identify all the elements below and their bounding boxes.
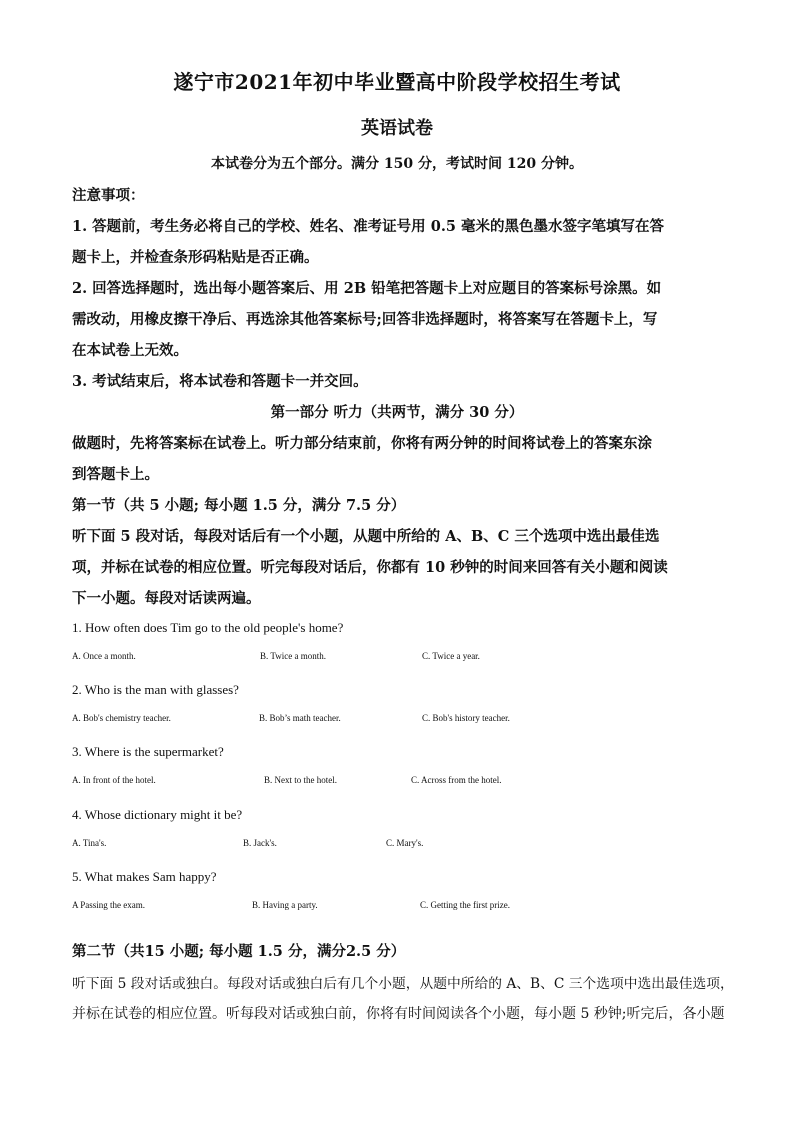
part1-intro-line-2: 到答题卡上。 xyxy=(72,466,159,483)
question-2: 2. Who is the man with glasses? xyxy=(72,682,239,697)
option-b: B. Having a party. xyxy=(252,900,318,910)
option-b: B. Jack's. xyxy=(243,838,277,848)
exam-subtitle: 英语试卷 xyxy=(361,118,433,139)
option-a: A. Bob's chemistry teacher. xyxy=(72,713,171,723)
option-c: C. Bob's history teacher. xyxy=(422,713,510,723)
section1-instructions-line-3: 下一小题。每段对话读两遍。 xyxy=(72,590,261,607)
section2-instructions-line-2: 并标在试卷的相应位置。听每段对话或独白前，你将有时间阅读各个小题，每小题 5 秒钟;听完后，各小题 xyxy=(72,1006,725,1022)
section1-heading: 第一节（共 5 小题; 每小题 1.5 分，满分 7.5 分） xyxy=(72,497,406,514)
option-b: B. Bob’s math teacher. xyxy=(259,713,341,723)
option-b: B. Twice a month. xyxy=(260,651,326,661)
section2-heading: 第二节（共15 小题; 每小题 1.5 分，满分2.5 分） xyxy=(72,943,406,960)
notice-item-2-line-3: 在本试卷上无效。 xyxy=(72,342,188,359)
section2-instructions-line-1: 听下面 5 段对话或独白。每段对话或独白后有几个小题，从题中所给的 A、B、C 三个选项中选出最佳选项， xyxy=(72,976,734,992)
option-a: A. In front of the hotel. xyxy=(72,775,156,785)
notice-heading: 注意事项： xyxy=(72,187,145,204)
option-a: A. Once a month. xyxy=(72,651,136,661)
notice-item-1-line-1: 1. 答题前，考生务必将自己的学校、姓名、准考证号用 0.5 毫米的黑色墨水签字笔填写在答 xyxy=(72,218,665,235)
exam-title: 遂宁市2021年初中毕业暨高中阶段学校招生考试 xyxy=(173,70,621,94)
question-1: 1. How often does Tim go to the old people's home? xyxy=(72,620,344,635)
option-c: C. Twice a year. xyxy=(422,651,480,661)
notice-item-1-line-2: 题卡上，并检查条形码粘贴是否正确。 xyxy=(72,249,319,266)
notice-item-2-line-1: 2. 回答选择题时，选出每小题答案后、用 2B 铅笔把答题卡上对应题目的答案标号涂黑。如 xyxy=(72,280,662,297)
part1-intro-line-1: 做题时，先将答案标在试卷上。听力部分结束前，你将有两分钟的时间将试卷上的答案东涂 xyxy=(72,435,652,452)
part1-heading: 第一部分 听力（共两节，满分 30 分） xyxy=(270,404,524,421)
option-c: C. Across from the hotel. xyxy=(411,775,502,785)
exam-info: 本试卷分为五个部分。满分 150 分，考试时间 120 分钟。 xyxy=(211,156,583,172)
option-a: A. Tina's. xyxy=(72,838,107,848)
question-4: 4. Whose dictionary might it be? xyxy=(72,807,243,822)
notice-item-3: 3. 考试结束后，将本试卷和答题卡一并交回。 xyxy=(72,373,368,390)
option-a: A Passing the exam. xyxy=(72,900,145,910)
section1-instructions-line-1: 听下面 5 段对话，每段对话后有一个小题，从题中所给的 A、B、C 三个选项中选出最佳选 xyxy=(72,528,660,545)
question-3: 3. Where is the supermarket? xyxy=(72,744,224,759)
option-b: B. Next to the hotel. xyxy=(264,775,337,785)
option-c: C. Mary's. xyxy=(386,838,424,848)
notice-item-2-line-2: 需改动，用橡皮擦干净后、再选涂其他答案标号;回答非选择题时，将答案写在答题卡上，写 xyxy=(72,311,658,328)
option-c: C. Getting the first prize. xyxy=(420,900,510,910)
question-5: 5. What makes Sam happy? xyxy=(72,869,217,884)
section1-instructions-line-2: 项，并标在试卷的相应位置。听完每段对话后，你都有 10 秒钟的时间来回答有关小题和阅读 xyxy=(72,559,668,576)
